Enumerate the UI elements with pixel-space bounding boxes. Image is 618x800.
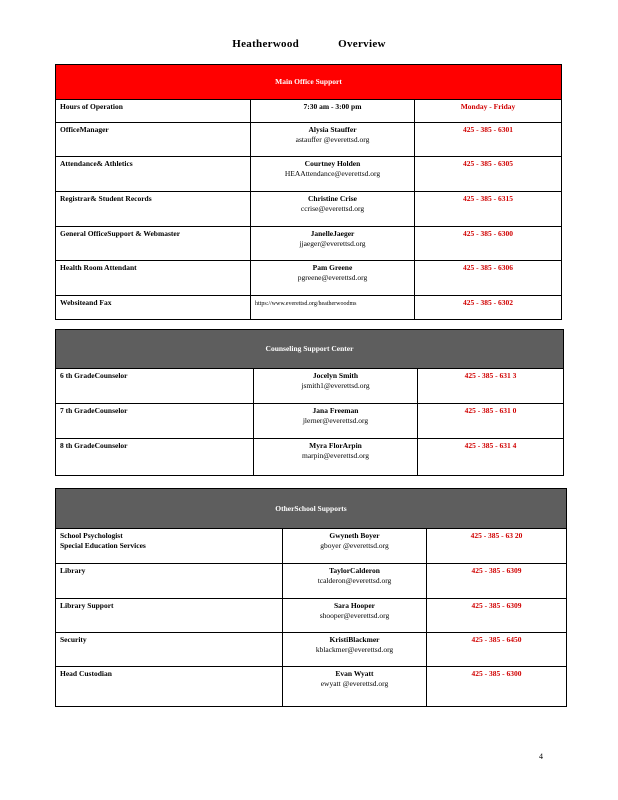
table-row (56, 439, 564, 476)
row-role-secondary: Special Education Services (60, 541, 146, 550)
row-role: Library (56, 564, 283, 599)
table-row (56, 529, 567, 564)
page-number: 4 (539, 752, 543, 761)
counseling-table (55, 329, 564, 476)
table-row (56, 296, 562, 320)
table-row (56, 192, 562, 227)
other-supports-table (55, 488, 567, 707)
row-phone: 425 - 385 - 6315 (415, 192, 562, 227)
row-email[interactable]: marpin@everettsd.org (302, 451, 369, 460)
row-role: 6 th GradeCounselor (56, 369, 254, 404)
table-row (56, 123, 562, 157)
row-email[interactable]: kblackmer@everettsd.org (315, 645, 394, 654)
row-phone: 425 - 385 - 6301 (415, 123, 562, 157)
table-row (56, 404, 564, 439)
row-phone: 425 - 385 - 6309 (427, 599, 567, 633)
table-row (56, 369, 564, 404)
other-supports-header: OtherSchool Supports (56, 489, 567, 529)
row-email[interactable]: jsmith1@everettsd.org (301, 381, 370, 390)
row-email[interactable]: ewyatt @everettsd.org (320, 679, 389, 688)
row-phone: 425 - 385 - 6300 (427, 667, 567, 707)
table-row (56, 564, 567, 599)
row-phone: Monday - Friday (415, 100, 562, 123)
row-name: Jocelyn Smith (312, 371, 359, 380)
row-role: 8 th GradeCounselor (56, 439, 254, 476)
row-phone: 425 - 385 - 6300 (415, 227, 562, 261)
row-role: Websiteand Fax (56, 296, 251, 320)
row-name: Pam Greene (312, 263, 353, 272)
row-role: School Psychologist (60, 531, 123, 540)
main-office-header: Main Office Support (56, 65, 562, 100)
website-link[interactable]: https://www.everettsd.org/heatherwoodms (255, 301, 357, 307)
row-role: General OfficeSupport & Webmaster (56, 227, 251, 261)
row-email[interactable]: ccrise@everettsd.org (300, 204, 365, 213)
row-name: TaylorCalderon (329, 566, 380, 575)
table-row (56, 261, 562, 296)
row-phone: 425 - 385 - 6306 (415, 261, 562, 296)
row-name: JanelleJaeger (310, 229, 355, 238)
row-role: Library Support (56, 599, 283, 633)
title-school: Heatherwood (232, 38, 300, 50)
table-row (56, 227, 562, 261)
row-email[interactable]: pgreene@everettsd.org (297, 273, 368, 282)
main-office-table (55, 64, 562, 320)
row-name: Evan Wyatt (335, 669, 374, 678)
table-row (56, 633, 567, 667)
row-role: Head Custodian (56, 667, 283, 707)
row-role: OfficeManager (56, 123, 251, 157)
table-row (56, 100, 562, 123)
row-email[interactable]: astauffer @everettsd.org (295, 135, 370, 144)
table-row (56, 667, 567, 707)
table-row (56, 157, 562, 192)
row-name: KristiBlackmer (329, 635, 380, 644)
row-role: Hours of Operation (56, 100, 251, 123)
row-name: Courtney Holden (304, 159, 361, 168)
row-email[interactable]: HEAAttendance@everettsd.org (284, 169, 381, 178)
row-phone: 425 - 385 - 6302 (415, 296, 562, 320)
row-name: Myra FlorArpin (309, 441, 362, 450)
row-phone: 425 - 385 - 63 20 (427, 529, 567, 564)
row-phone: 425 - 385 - 6450 (427, 633, 567, 667)
row-email[interactable]: gboyer @everettsd.org (320, 541, 389, 550)
row-role: Registrar& Student Records (56, 192, 251, 227)
counseling-header: Counseling Support Center (56, 330, 564, 369)
row-phone: 425 - 385 - 631 4 (418, 439, 564, 476)
row-email[interactable]: tcalderon@everettsd.org (317, 576, 392, 585)
row-email[interactable]: shooper@everettsd.org (319, 611, 390, 620)
row-role: Attendance& Athletics (56, 157, 251, 192)
row-name: Sara Hooper (333, 601, 376, 610)
row-role: Health Room Attendant (56, 261, 251, 296)
row-role: Security (56, 633, 283, 667)
row-phone: 425 - 385 - 6305 (415, 157, 562, 192)
row-email[interactable]: jlerner@everettsd.org (302, 416, 369, 425)
row-name: Gwyneth Boyer (329, 531, 380, 540)
row-phone: 425 - 385 - 631 3 (418, 369, 564, 404)
row-name: Christine Crise (308, 194, 357, 203)
row-name: Jana Freeman (312, 406, 359, 415)
row-phone: 425 - 385 - 631 0 (418, 404, 564, 439)
table-row (56, 599, 567, 633)
row-email[interactable]: jjaeger@everettsd.org (299, 239, 366, 248)
title-overview: Overview (338, 38, 386, 50)
page-title (0, 38, 618, 50)
row-name: Alysia Stauffer (308, 125, 357, 134)
row-role: 7 th GradeCounselor (56, 404, 254, 439)
row-phone: 425 - 385 - 6309 (427, 564, 567, 599)
row-name: 7:30 am - 3:00 pm (303, 102, 362, 111)
